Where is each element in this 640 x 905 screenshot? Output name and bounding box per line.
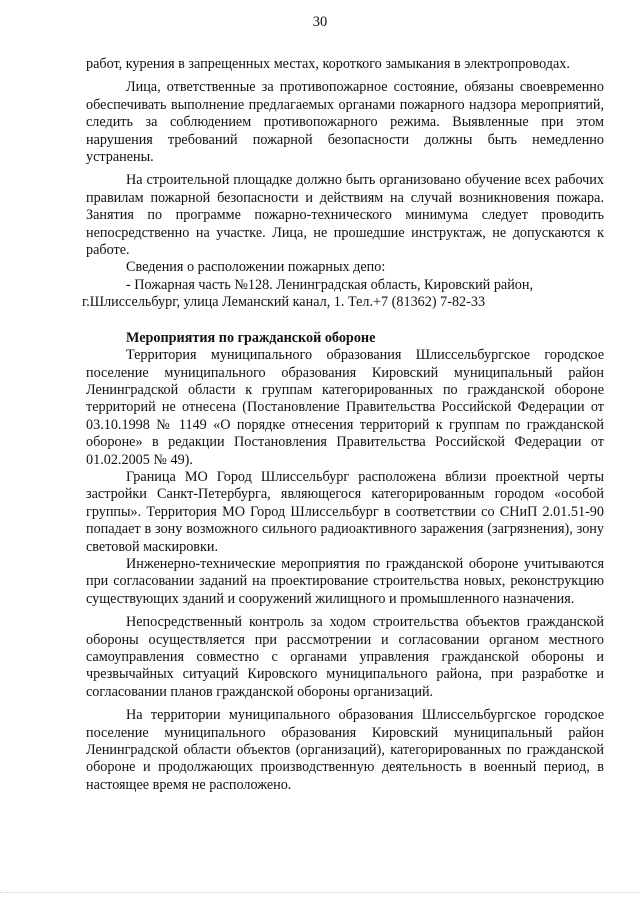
paragraph-responsible-persons: Лица, ответственные за противопожарное состояние, обязаны своевременно обеспечивать выполнение предлагаемых органами пожарного надзора мероприятий, следить за соблюдением противопожарного режима. Выявленные при этом нарушения требований пожарной безопасности должны быть немедленно устранены.	[86, 79, 604, 166]
scan-edge-divider	[0, 892, 640, 895]
paragraph-border-location: Граница МО Город Шлиссельбург расположена вблизи проектной черты застройки Санкт-Петербурга, являющегося категорированным городом «особой группы». Территория МО Город Шлиссельбург в соответствии со СНиП 2.01.51-90 попадает в зону возможного сильного радиоактивного заражения (загрязнения), зону световой маскировки.	[86, 468, 604, 555]
paragraph-construction-control: Непосредственный контроль за ходом строительства объектов гражданской обороны осуществляется при рассмотрении и согласовании органом местного самоуправления совместно с органами управления гражданской обороны и чрезвычайных ситуаций Кировского муниципального района, при разработке и согласовании планов гражданской обороны организаций.	[86, 614, 604, 700]
paragraph-fire-depot-info: Сведения о расположении пожарных депо:	[126, 259, 386, 276]
fire-station-address-line2: г.Шлиссельбург, улица Леманский канал, 1. Тел.+7 (81362) 7-82-33	[82, 294, 486, 311]
section-heading-civil-defense: Мероприятия по гражданской обороне	[126, 329, 376, 346]
fire-station-address-line1: - Пожарная часть №128. Ленинградская область, Кировский район,	[126, 276, 534, 293]
paragraph-categorized-objects: На территории муниципального образования Шлиссельбургское городское поселение муниципального образования Кировский муниципальный район Ленинградской области объектов (организаций), категорированных по гражданской обороне и продолжающих производственную деятельность в военный период, в настоящее время не расположено.	[86, 707, 604, 793]
paragraph-site-training: На строительной площадке должно быть организовано обучение всех рабочих правилам пожарной безопасности и действиям на случай возникновения пожара. Занятия по программе пожарно-технического минимума следует проводить непосредственно на участке. Лица, не прошедшие инструктаж, не допускаются к работе.	[86, 172, 604, 259]
paragraph-fire-causes-end: работ, курения в запрещенных местах, короткого замыкания в электропроводах.	[86, 56, 570, 72]
page-number: 30	[312, 14, 328, 30]
paragraph-engineering-measures: Инженерно-технические мероприятия по гражданской обороне учитываются при согласовании заданий на проектирование строительства новых, реконструкцию существующих зданий и сооружений жилищного и промышленного назначения.	[86, 555, 604, 607]
document-body	[82, 56, 604, 794]
paragraph-territory-category: Территория муниципального образования Шлиссельбургское городское поселение муниципального образования Кировский муниципальный район Ленинградской области к группам категорированных по гражданской обороне территорий не отнесена (Постановление Правительства Российской Федерации от 03.10.1998 № 1149 «О порядке отнесения территорий к группам по гражданской обороне» в редакции Постановления Правительства Российской Федерации от 01.02.2005 № 49).	[86, 347, 604, 468]
